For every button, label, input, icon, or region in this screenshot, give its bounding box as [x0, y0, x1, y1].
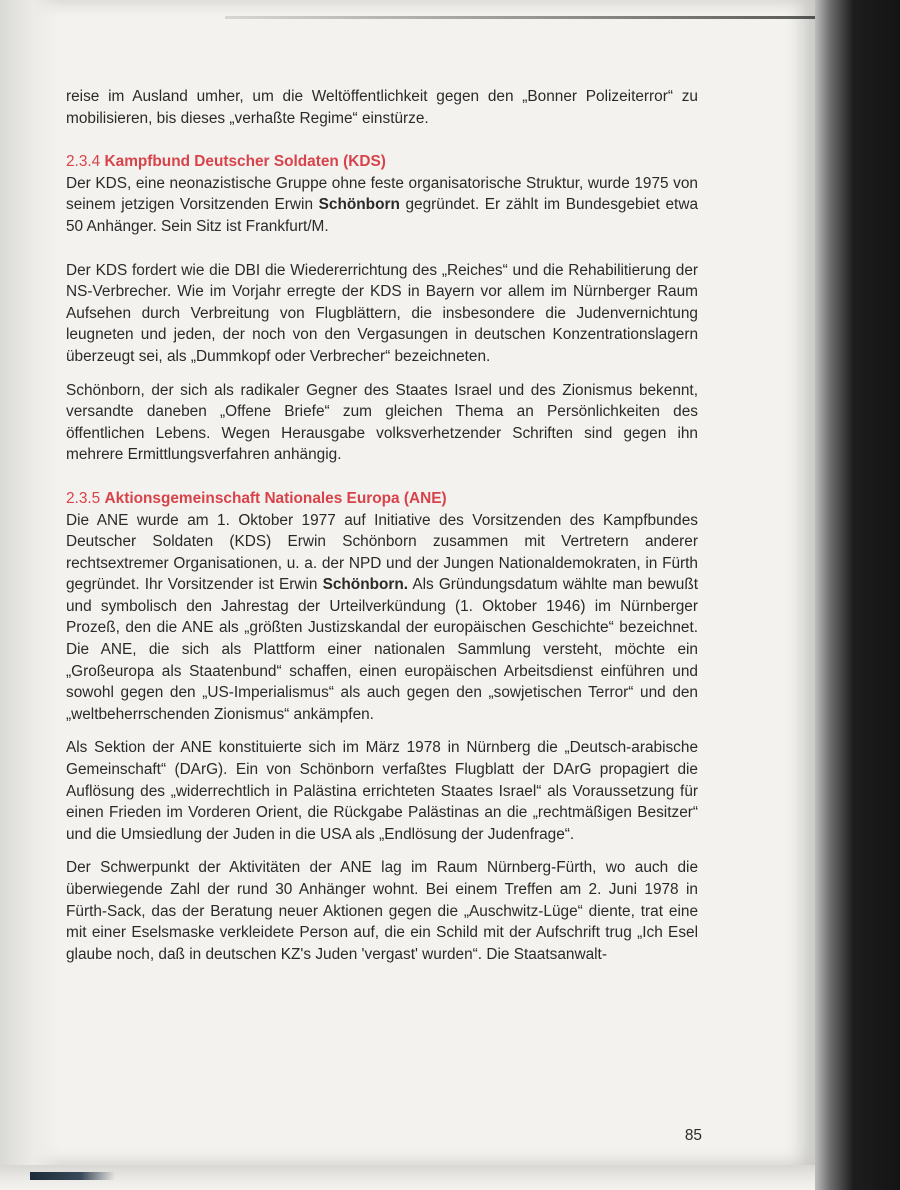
section-number: 2.3.5 [66, 489, 101, 507]
kds-paragraph-3: Schönborn, der sich als radikaler Gegner des Staates Israel und des Zionismus bekennt, versandte daneben „Offene Briefe“ zum gleichen Thema an Persönlichkeiten des öffentlichen Lebens. Wegen Herausgabe volksverhetzender Schriften sind gegen ihn mehrere Ermittlungsverfahren anhängig. [66, 381, 698, 464]
page-content [66, 86, 698, 977]
section-heading-kds [66, 151, 698, 173]
section-title: Kampfbund Deutscher Soldaten (KDS) [104, 153, 386, 171]
kds-paragraph-2: Der KDS fordert wie die DBI die Wiedererrichtung des „Reiches“ und die Rehabilitierung der NS-Verbrecher. Wie im Vorjahr erregte der KDS in Bayern vor allem im Nürnberger Raum Aufsehen durch Verbreitung von Flugblättern, die insbesondere die Judenvernichtung leugneten und jeden, der noch von den Vergasungen in deutschen Konzentrationslagern überzeugt sei, als „Dummkopf oder Verbrecher“ bezeichneten. [66, 261, 698, 365]
top-page-edge [225, 16, 815, 19]
book-gutter-shadow [815, 0, 900, 1190]
intro-paragraph: reise im Ausland umher, um die Weltöffentlichkeit gegen den „Bonner Polizeiterror“ zu mobilisieren, bis dieses „verhaßte Regime“ einstürze. [66, 88, 698, 127]
kds-paragraph-1: Der KDS, eine neonazistische Gruppe ohne feste organisatorische Struktur, wurde 1975 von seinem jetzigen Vorsitzenden Erwin Schönborn gegründet. Er zählt im Bundesgebiet etwa 50 Anhänger. Sein Sitz ist Frankfurt/M. [66, 174, 698, 235]
section-number: 2.3.4 [66, 153, 101, 171]
ane-paragraph-1: Die ANE wurde am 1. Oktober 1977 auf Initiative des Vorsitzenden des Kampfbundes Deutscher Soldaten (KDS) Erwin Schönborn zusammen mit Vertretern anderer rechtsextremer Organisationen, u. a. der NPD und der Jungen Nationaldemokraten, in Fürth gegründet. Ihr Vorsitzender ist Erwin Schönborn. Als Gründungsdatum wählte man bewußt und symbolisch den Jahrestag der Urteilverkündung (1. Oktober 1946) im Nürnberger Prozeß, den die ANE als „größten Justizskandal der europäischen Geschichte“ bezeichnet. Die ANE, die sich als Plattform einer nationalen Sammlung versteht, möchte ein „Großeuropa als Staatenbund“ schaffen, einen europäischen Arbeitsdienst einführen und sowohl gegen den „US-Imperialismus“ als auch gegen den „sowjetischen Terror“ und den „weltbeherrschenden Zionismus“ ankämpfen. [66, 511, 698, 723]
ane-paragraph-3: Der Schwerpunkt der Aktivitäten der ANE lag im Raum Nürnberg-Fürth, wo auch die überwiegende Zahl der rund 30 Anhänger wohnt. Bei einem Treffen am 2. Juni 1978 in Fürth-Sack, das der Beratung neuer Aktionen gegen die „Auschwitz-Lüge“ diente, trat eine mit einer Eselsmaske verkleidete Person auf, die ein Schild mit der Aufschrift trug „Ich Esel glaube noch, daß in deutschen KZ's Juden 'vergast' wurden“. Die Staatsanwalt- [66, 859, 698, 963]
ane-paragraph-2: Als Sektion der ANE konstituierte sich im März 1978 in Nürnberg die „Deutsch-arabische Gemeinschaft“ (DArG). Ein von Schönborn verfaßtes Flugblatt der DArG propagiert die Auflösung des „widerrechtlich in Palästina errichteten Staates Israel“ als Voraussetzung für einen Frieden im Vorderen Orient, die Rückgabe Palästinas an die „rechtmäßigen Besitzer“ und die Umsiedlung der Juden in die USA als „Endlösung der Judenfrage“. [66, 739, 698, 843]
bottom-page-edge [0, 1165, 815, 1190]
section-heading-ane [66, 488, 698, 510]
scan-edge-mark [30, 1172, 115, 1180]
section-title: Aktionsgemeinschaft Nationales Europa (ANE) [104, 489, 447, 507]
page-number: 85 [684, 1127, 702, 1144]
page-binding-shadow [0, 0, 60, 1165]
